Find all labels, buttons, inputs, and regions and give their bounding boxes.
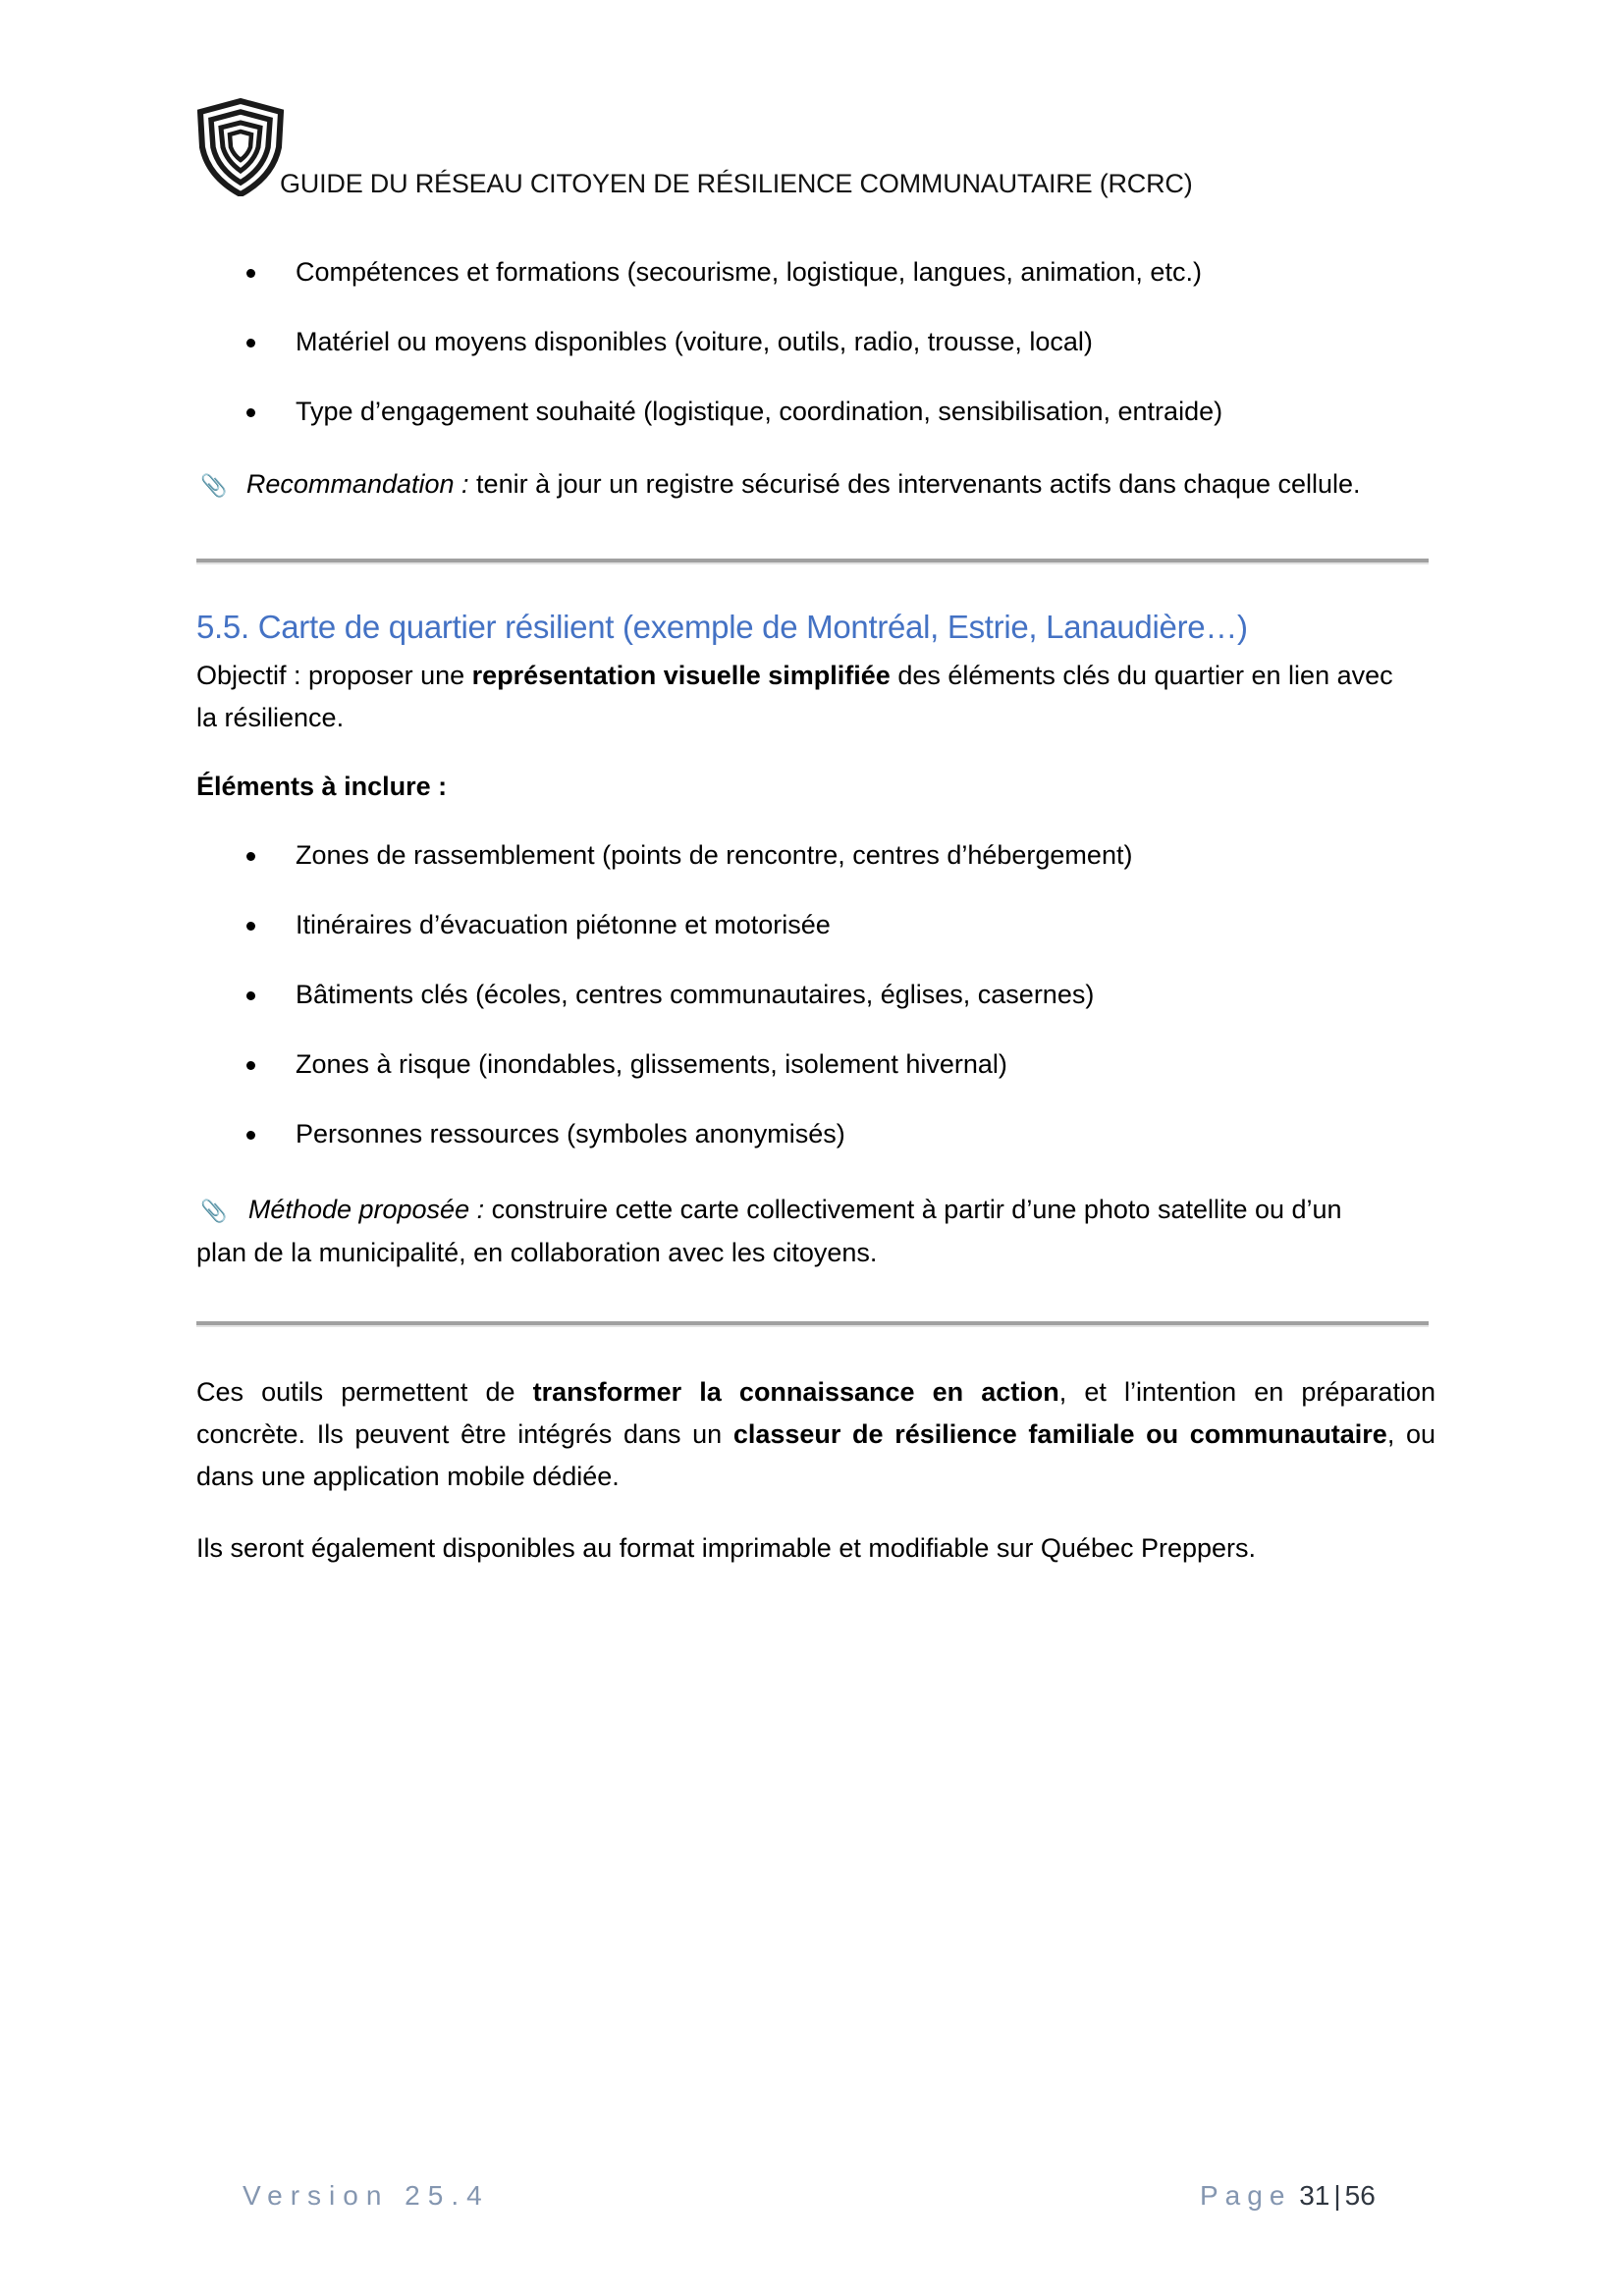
list-item-text: Compétences et formations (secourisme, logistique, langues, animation, etc.): [296, 257, 1202, 287]
page-separator: |: [1333, 2180, 1341, 2211]
conclusion-line-3: dans une application mobile dédiée.: [196, 1462, 620, 1491]
bullet-icon: [246, 852, 255, 861]
document-header-title: GUIDE DU RÉSEAU CITOYEN DE RÉSILIENCE COMMUNAUTAIRE (RCRC): [280, 169, 1193, 198]
footer-version: Version 25.4: [243, 2180, 490, 2211]
conclusion-emphasis: transformer la connaissance en action: [532, 1377, 1059, 1407]
elements-label: Éléments à inclure :: [196, 772, 448, 801]
bullet-icon: [246, 269, 255, 278]
bullet-icon: [246, 1061, 255, 1070]
conclusion-emphasis: classeur de résilience familiale ou communautaire: [732, 1419, 1387, 1449]
method-text: construire cette carte collectivement à partir d’une photo satellite ou d’un: [484, 1195, 1342, 1224]
method-note-line-1: [200, 1195, 1342, 1226]
conclusion-line-1: [196, 1377, 1435, 1407]
shield-logo-icon: [196, 98, 285, 196]
bullet-icon: [246, 408, 255, 417]
conclusion-text: , ou: [1386, 1419, 1436, 1449]
availability-note: Ils seront également disponibles au format imprimable et modifiable sur Québec Preppers.: [196, 1533, 1257, 1563]
recommendation-note: [200, 469, 1361, 501]
list-item-text: Personnes ressources (symboles anonymisés): [296, 1119, 845, 1148]
recommendation-text: tenir à jour un registre sécurisé des intervenants actifs dans chaque cellule.: [468, 469, 1361, 499]
paperclip-icon: 📎: [200, 1199, 228, 1223]
section-heading: 5.5. Carte de quartier résilient (exemple de Montréal, Estrie, Lanaudière…): [196, 609, 1248, 645]
method-label: Méthode proposée :: [247, 1195, 485, 1224]
list-item-text: Type d’engagement souhaité (logistique, coordination, sensibilisation, entraide): [296, 397, 1223, 426]
objective-suffix: des éléments clés du quartier en lien avec: [890, 661, 1393, 690]
objective-line-2: la résilience.: [196, 703, 345, 732]
conclusion-text: concrète. Ils peuvent être intégrés dans un: [196, 1419, 733, 1449]
list-item-text: Bâtiments clés (écoles, centres communautaires, églises, casernes): [296, 980, 1095, 1009]
bullet-icon: [246, 339, 255, 347]
page-total: 56: [1344, 2180, 1376, 2211]
method-note-line-2: plan de la municipalité, en collaboration avec les citoyens.: [196, 1238, 878, 1267]
conclusion-line-2: [196, 1419, 1435, 1449]
list-item-text: Matériel ou moyens disponibles (voiture, outils, radio, trousse, local): [296, 327, 1093, 356]
list-item-text: Zones de rassemblement (points de rencontre, centres d’hébergement): [296, 840, 1133, 870]
objective-prefix: Objectif : proposer une: [196, 661, 472, 690]
page-label: Page: [1200, 2180, 1292, 2211]
objective-line-1: [196, 661, 1393, 690]
conclusion-text: Ces outils permettent de: [196, 1377, 533, 1407]
conclusion-text: , et l’intention en préparation: [1058, 1377, 1435, 1407]
bullet-icon: [246, 922, 255, 931]
objective-emphasis: représentation visuelle simplifiée: [471, 661, 891, 690]
bullet-icon: [246, 991, 255, 1000]
section-divider: [196, 559, 1429, 564]
paperclip-icon: 📎: [200, 473, 228, 498]
footer-page-number: [1200, 2180, 1376, 2212]
page-current: 31: [1299, 2180, 1330, 2211]
recommendation-label: Recommandation :: [245, 469, 469, 499]
bullet-icon: [246, 1131, 255, 1140]
list-item-text: Zones à risque (inondables, glissements, isolement hivernal): [296, 1049, 1007, 1079]
section-divider: [196, 1321, 1429, 1327]
list-item-text: Itinéraires d’évacuation piétonne et motorisée: [296, 910, 831, 939]
